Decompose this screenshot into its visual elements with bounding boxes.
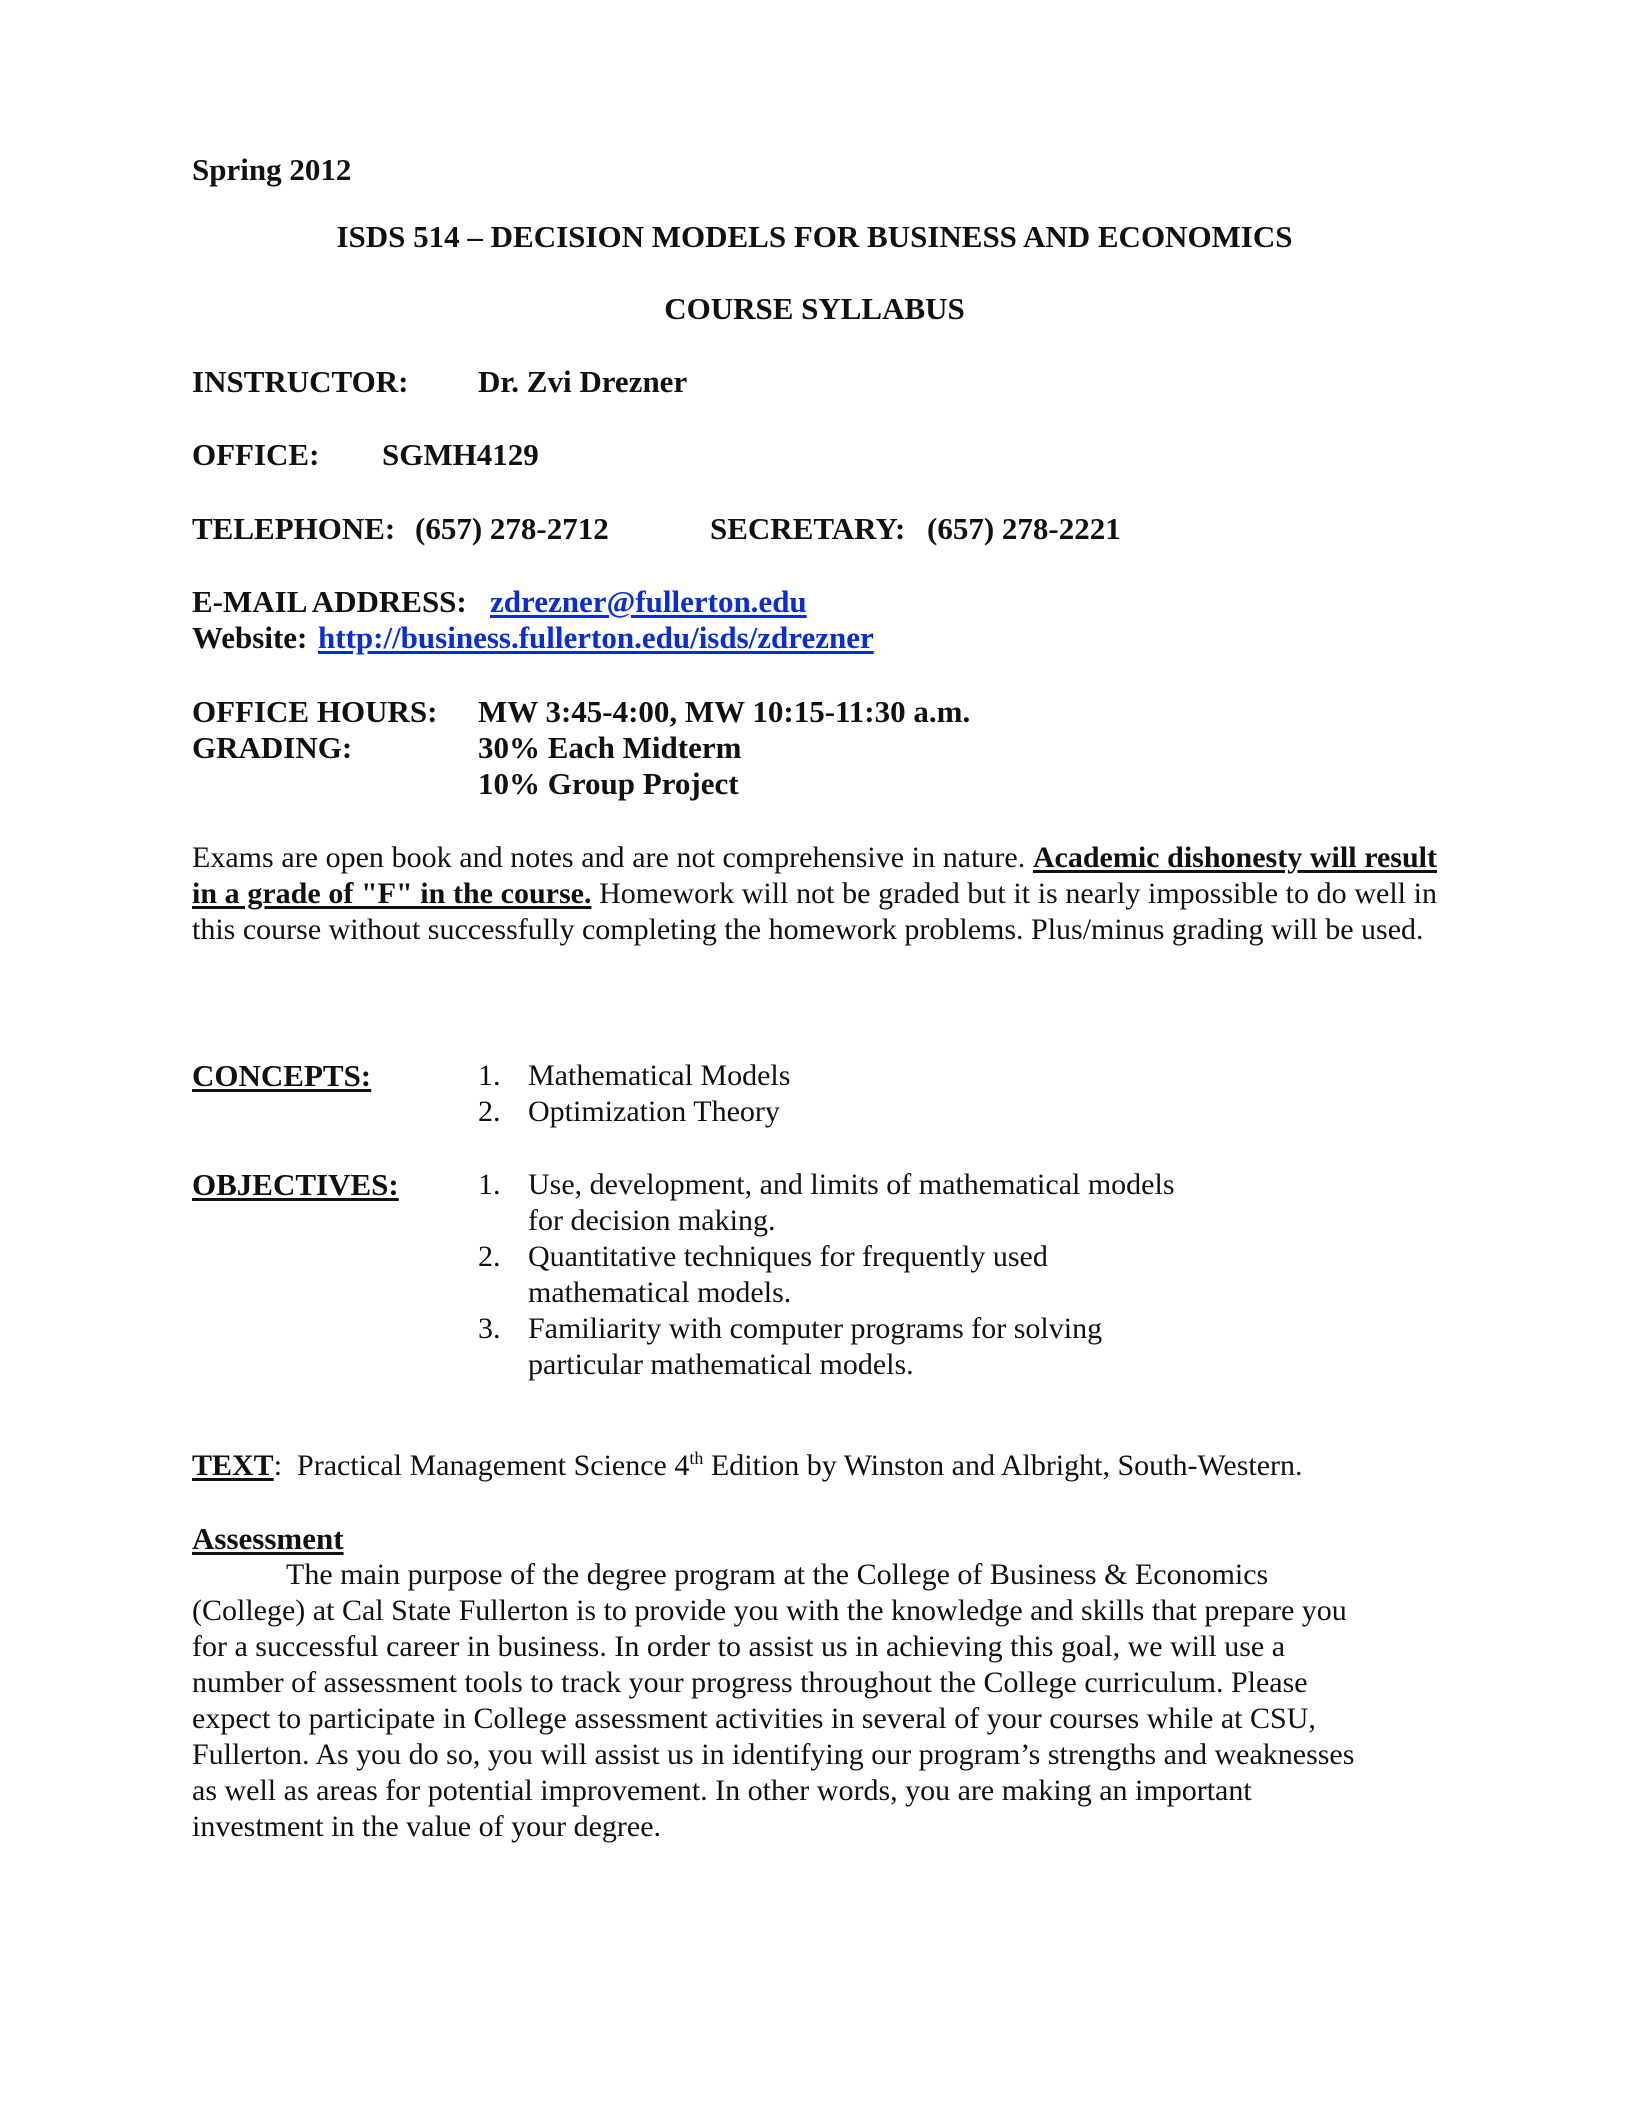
office-hours-value: MW 3:45-4:00, MW 10:15-11:30 a.m. <box>478 694 971 729</box>
list-number: 2. <box>478 1095 501 1128</box>
list-text: Use, development, and limits of mathematical models <box>528 1168 1175 1201</box>
textbook-publisher: Edition by Winston and Albright, South-Western. <box>703 1449 1303 1482</box>
concepts-label: CONCEPTS: <box>192 1058 372 1093</box>
list-number: 1. <box>478 1059 501 1092</box>
office-value: SGMH4129 <box>382 437 539 472</box>
telephone-label: TELEPHONE: <box>192 511 396 546</box>
assessment-line: The main purpose of the degree program at the College of Business & Economics <box>286 1558 1269 1591</box>
grading-item: 30% Each Midterm <box>478 730 742 765</box>
course-title: ISDS 514 – DECISION MODELS FOR BUSINESS AND ECONOMICS <box>336 219 1293 254</box>
exams-text-intro: Exams are open book and notes and are not comprehensive in nature. <box>192 841 1033 874</box>
list-text: Mathematical Models <box>528 1059 791 1092</box>
assessment-line: number of assessment tools to track your progress throughout the College curriculum. Please <box>192 1666 1308 1699</box>
document-title: COURSE SYLLABUS <box>664 291 965 326</box>
list-text-continued: particular mathematical models. <box>528 1348 914 1381</box>
exams-paragraph <box>192 840 1437 948</box>
assessment-line: as well as areas for potential improvement. In other words, you are making an important <box>192 1774 1252 1807</box>
list-item <box>478 1167 1175 1239</box>
assessment-line: Fullerton. As you do so, you will assist us in identifying our program’s strengths and weaknesses <box>192 1738 1355 1771</box>
list-text-continued: for decision making. <box>528 1204 776 1237</box>
list-text-continued: mathematical models. <box>528 1276 792 1309</box>
secretary-value: (657) 278-2221 <box>927 511 1121 546</box>
academic-dishonesty-emphasis: Academic dishonesty <box>1032 841 1303 874</box>
website-label: Website: <box>192 620 308 655</box>
office-label: OFFICE: <box>192 437 320 472</box>
grading-label: GRADING: <box>192 730 353 765</box>
email-label: E-MAIL ADDRESS: <box>192 584 467 619</box>
list-item <box>478 1311 1175 1383</box>
website-link[interactable]: http://business.fullerton.edu/isds/zdrezner <box>318 620 874 655</box>
assessment-line: (College) at Cal State Fullerton is to provide you with the knowledge and skills that prepare you <box>192 1594 1347 1627</box>
list-number: 3. <box>478 1312 501 1345</box>
textbook-title: Practical Management Science 4 <box>282 1449 690 1482</box>
text-label: TEXT <box>192 1449 274 1482</box>
assessment-line: investment in the value of your degree. <box>192 1810 662 1843</box>
assessment-heading: Assessment <box>192 1521 344 1556</box>
list-item <box>478 1058 790 1094</box>
list-number: 1. <box>478 1168 501 1201</box>
list-item <box>478 1094 790 1130</box>
list-text: Quantitative techniques for frequently used <box>528 1240 1048 1273</box>
telephone-value: (657) 278-2712 <box>415 511 609 546</box>
office-hours-label: OFFICE HOURS: <box>192 694 438 729</box>
assessment-line: expect to participate in College assessment activities in several of your courses while at CSU, <box>192 1702 1316 1735</box>
term-label: Spring 2012 <box>192 152 352 187</box>
instructor-label: INSTRUCTOR: <box>192 364 409 399</box>
exams-text-rest: Homework will not be graded but it is nearly impossible to do well in this course without successfully completing the homework problems. Plus/minus grading will be used. <box>192 877 1437 946</box>
list-number: 2. <box>478 1240 501 1273</box>
list-text: Optimization Theory <box>528 1095 780 1128</box>
textbook-line <box>192 1448 1303 1484</box>
objectives-label: OBJECTIVES: <box>192 1167 399 1202</box>
secretary-label: SECRETARY: <box>710 511 906 546</box>
email-link[interactable]: zdrezner@fullerton.edu <box>490 584 807 619</box>
assessment-line: for a successful career in business. In order to assist us in achieving this goal, we will use a <box>192 1630 1286 1663</box>
grading-item: 10% Group Project <box>478 766 739 801</box>
instructor-name: Dr. Zvi Drezner <box>478 364 688 399</box>
assessment-paragraph <box>192 1557 1354 1845</box>
concepts-list <box>478 1058 790 1130</box>
grade-f-emphasis: will result in a grade of "F" in the course. <box>192 841 1437 910</box>
text-colon: : <box>273 1449 283 1482</box>
objectives-list <box>478 1167 1175 1383</box>
edition-superscript: th <box>689 1448 704 1468</box>
list-text: Familiarity with computer programs for solving <box>528 1312 1103 1345</box>
list-item <box>478 1239 1175 1311</box>
